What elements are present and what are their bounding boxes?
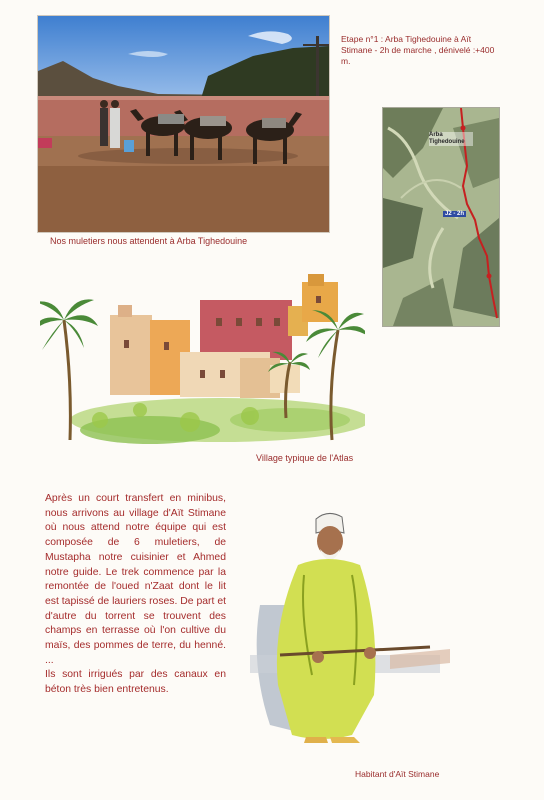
village-illustration [40,270,365,450]
portrait-illustration [240,505,460,760]
article-text [45,492,226,698]
stage-info: Etape n°1 : Arba Tighedouine à Aït Stimane - 2h de marche , dénivelé :+400 m. [341,34,495,66]
article-paragraph-2: Ils sont irrigués par des canaux en béton très bien entretenus. [45,669,226,696]
village-caption: Village typique de l'Atlas [256,453,354,463]
portrait-caption: Habitant d'Aït Stimane [355,769,440,779]
article-paragraph: Après un court transfert en minibus, nous arrivons au village d'Aït Stimane où nous attend notre équipe qui est composée de 6 muletiers, de Mustapha notre cuisinier et Ahmed notre guide. Le trek commence par la remontée de l'oued n'Zaat dont le lit est tapissé de lauriers roses. De part et d'autre du torrent se trouvent des champs en terrasse où l'on cultive du maïs, des pommes de terre, du henné. ... [45,493,226,666]
village-watercolor [40,270,365,450]
villager-watercolor [240,505,460,760]
route-map [382,107,500,327]
muleteers-photo-caption: Nos muletiers nous attendent à Arba Tighedouine [50,236,248,246]
muleteers-photo-illustration [38,16,329,232]
muleteers-photo [37,15,330,233]
map-place-label: Arba Tighedouine [429,132,473,146]
map-route-label: J2 - 2h [445,211,465,217]
